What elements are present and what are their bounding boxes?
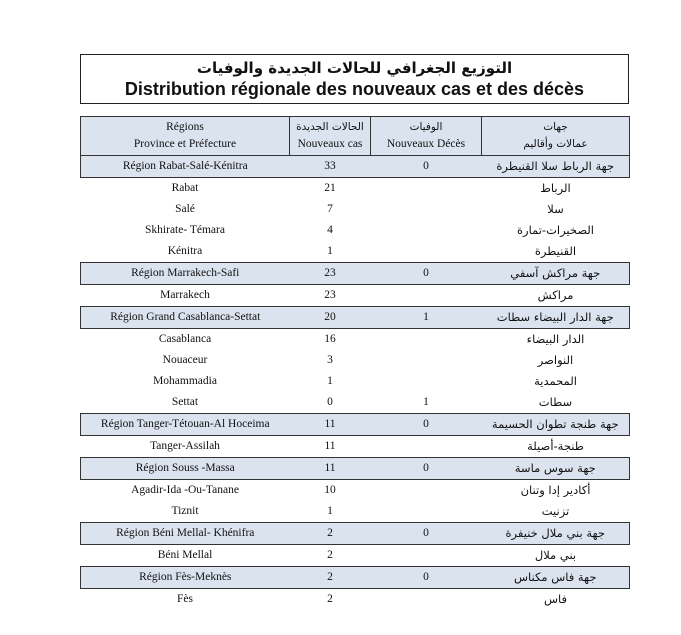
new-cases-value: 3 (327, 354, 333, 366)
region-name-ar: جهة الرباط سلا القنيطرة (482, 156, 630, 178)
province-name: Béni Mellal (157, 549, 213, 561)
deaths-value (371, 285, 482, 307)
region-name: Région Grand Casablanca-Settat (81, 307, 290, 329)
deaths-value: 0 (371, 523, 482, 545)
header-deaths-fr: Nouveaux Décès (386, 138, 466, 150)
province-name-ar: سلا (547, 202, 564, 216)
region-row (81, 414, 630, 436)
new-cases-value: 1 (327, 245, 333, 257)
deaths-value (371, 501, 482, 523)
province-name: Tiznit (171, 505, 199, 517)
province-name-ar: الرباط (540, 181, 571, 195)
province-name-ar: طنجة-أصيلة (527, 439, 584, 453)
province-name: Marrakech (160, 289, 210, 301)
new-cases-value: 23 (324, 289, 336, 301)
new-cases-value: 11 (290, 414, 371, 436)
new-cases-value: 7 (327, 203, 333, 215)
new-cases-value: 23 (290, 263, 371, 285)
header-new-cases (290, 117, 371, 156)
header-regions-ar (482, 117, 630, 156)
province-row (81, 285, 630, 307)
new-cases-value: 1 (327, 375, 333, 387)
province-name-ar: القنيطرة (534, 244, 577, 258)
deaths-value: 1 (371, 307, 482, 329)
new-cases-value: 2 (290, 567, 371, 589)
province-row (81, 480, 630, 502)
province-name: Skhirate- Témara (145, 224, 225, 236)
new-cases-value: 10 (324, 484, 336, 496)
region-row (81, 263, 630, 285)
region-row (81, 567, 630, 589)
region-name: Région Tanger-Tétouan-Al Hoceima (81, 414, 290, 436)
deaths-value: 1 (423, 396, 429, 408)
header-deaths (371, 117, 482, 156)
header-regions (81, 117, 290, 156)
deaths-value: 0 (371, 567, 482, 589)
new-cases-value: 33 (290, 156, 371, 178)
province-name-ar: المحمدية (534, 374, 577, 388)
deaths-value: 0 (371, 414, 482, 436)
region-row (81, 458, 630, 480)
province-row (81, 199, 630, 220)
region-name-ar: جهة بني ملال خنيفرة (482, 523, 630, 545)
header-new-cases-fr: Nouveaux cas (297, 138, 363, 150)
province-name-ar: سطات (538, 395, 573, 409)
table-body (81, 117, 630, 611)
province-name-ar: الصخيرات-تمارة (516, 223, 594, 237)
province-row (81, 589, 630, 611)
deaths-value (371, 199, 482, 220)
province-name: Nouaceur (162, 354, 208, 366)
title-box (80, 54, 629, 104)
new-cases-value: 11 (290, 458, 371, 480)
deaths-value: 0 (371, 156, 482, 178)
new-cases-value: 4 (327, 224, 333, 236)
region-row (81, 307, 630, 329)
new-cases-value: 21 (324, 182, 336, 194)
province-name: Tanger-Assilah (150, 440, 220, 452)
province-name: Kénitra (167, 245, 203, 257)
province-name: Agadir-Ida -Ou-Tanane (131, 484, 239, 496)
deaths-value (371, 436, 482, 458)
region-name: Région Souss -Massa (81, 458, 290, 480)
deaths-value: 0 (371, 263, 482, 285)
region-name: Région Rabat-Salé-Kénitra (81, 156, 290, 178)
deaths-value (371, 220, 482, 241)
province-row (81, 329, 630, 351)
deaths-value (371, 371, 482, 392)
region-name-ar: جهة سوس ماسة (482, 458, 630, 480)
province-name-ar: تزنيت (541, 504, 570, 518)
deaths-value: 0 (371, 458, 482, 480)
province-name: Rabat (171, 182, 199, 194)
header-new-cases-ar: الحالات الجديدة (296, 121, 364, 133)
deaths-value (371, 350, 482, 371)
table-header-row (81, 117, 630, 156)
deaths-value (371, 545, 482, 567)
province-row (81, 436, 630, 458)
deaths-value (371, 178, 482, 200)
province-name: Salé (175, 203, 195, 215)
province-row (81, 220, 630, 241)
province-row (81, 178, 630, 200)
new-cases-value: 2 (327, 549, 333, 561)
deaths-value (371, 241, 482, 263)
province-name: Casablanca (158, 333, 212, 345)
new-cases-value: 2 (327, 593, 333, 605)
region-name: Région Béni Mellal- Khénifra (81, 523, 290, 545)
province-name: Mohammadia (153, 375, 217, 387)
province-name-ar: فاس (543, 592, 568, 606)
province-name-ar: مراكش (537, 288, 574, 302)
new-cases-value: 16 (324, 333, 336, 345)
new-cases-value: 11 (324, 440, 336, 452)
deaths-value (371, 480, 482, 502)
region-name-ar: جهة الدار البيضاء سطات (482, 307, 630, 329)
province-name-ar: أكادير إدا وتنان (520, 483, 591, 497)
header-regions-ar-line1: جهات (543, 121, 568, 133)
province-row (81, 371, 630, 392)
region-name: Région Fès-Meknès (81, 567, 290, 589)
province-name: Settat (171, 396, 199, 408)
header-regions-ar-line2: عمالات وأقاليم (523, 138, 588, 150)
new-cases-value: 0 (327, 396, 333, 408)
province-name-ar: الدار البيضاء (526, 332, 585, 346)
province-row (81, 392, 630, 414)
province-name-ar: النواصر (537, 353, 574, 367)
header-regions-line1: Régions (166, 121, 204, 133)
region-row (81, 523, 630, 545)
header-deaths-ar: الوفيات (409, 121, 443, 133)
deaths-value (371, 589, 482, 611)
header-regions-line2: Province et Préfecture (133, 138, 237, 150)
province-row (81, 350, 630, 371)
new-cases-value: 20 (290, 307, 371, 329)
province-name-ar: بني ملال (534, 548, 577, 562)
region-row (81, 156, 630, 178)
title-arabic: التوزيع الجغرافي للحالات الجديدة والوفيات (196, 59, 513, 77)
new-cases-value: 1 (327, 505, 333, 517)
distribution-table (80, 116, 630, 610)
province-row (81, 501, 630, 523)
province-name: Fès (177, 593, 193, 605)
province-row (81, 545, 630, 567)
new-cases-value: 2 (290, 523, 371, 545)
region-name-ar: جهة فاس مكناس (482, 567, 630, 589)
province-row (81, 241, 630, 263)
region-name: Région Marrakech-Safi (81, 263, 290, 285)
region-name-ar: جهة مراكش آسفي (482, 263, 630, 285)
region-name-ar: جهة طنجة تطوان الحسيمة (482, 414, 630, 436)
deaths-value (371, 329, 482, 351)
title-french: Distribution régionale des nouveaux cas et des décès (124, 79, 585, 99)
